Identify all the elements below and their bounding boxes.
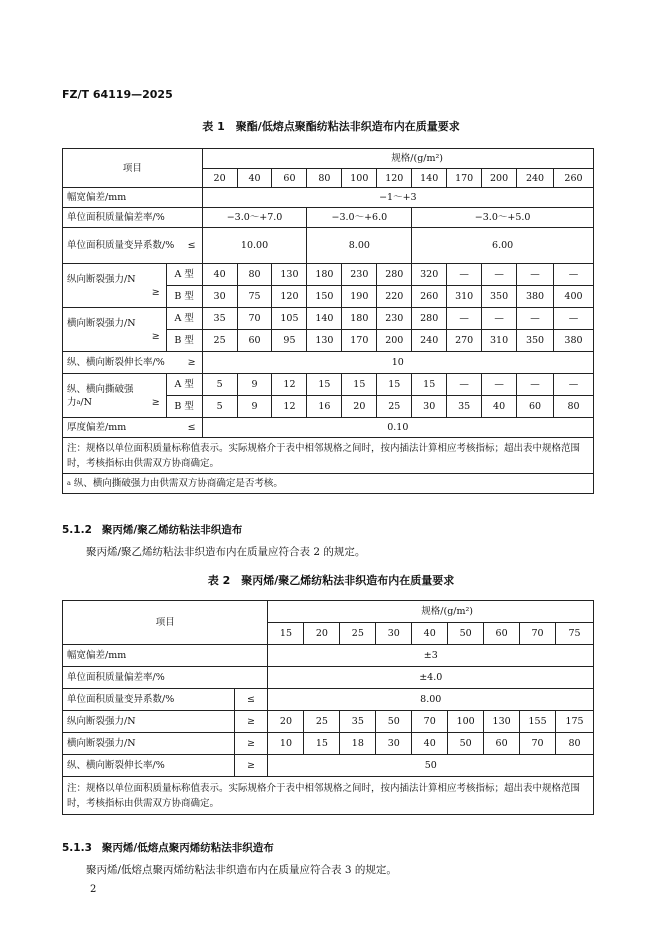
cell-value: 50 <box>376 711 412 733</box>
cell-value: 40 <box>482 396 517 418</box>
cell-value: 9 <box>237 396 272 418</box>
row-label: 纵向断裂强力/N <box>63 711 235 733</box>
cell-value: −3.0～+5.0 <box>412 208 594 228</box>
label-part: 力 <box>67 396 77 408</box>
row-label: 幅宽偏差/mm <box>63 645 268 667</box>
cell-value: 20 <box>342 396 377 418</box>
section-title: 聚丙烯/低熔点聚丙烯纺粘法非织造布 <box>101 842 274 854</box>
cell-value: 10 <box>268 733 304 755</box>
cell-value: 170 <box>447 169 482 188</box>
cell-value: 130 <box>272 264 307 286</box>
cell-value: 0.10 <box>202 418 593 438</box>
cell-value: — <box>482 308 517 330</box>
cell-value: 190 <box>342 286 377 308</box>
cell-value: 18 <box>340 733 376 755</box>
cell-value: −1～+3 <box>202 188 593 208</box>
type-label: B 型 <box>166 286 202 308</box>
symbol: ≥ <box>234 733 268 755</box>
cell-value: 310 <box>482 330 517 352</box>
section-title: 聚丙烯/聚乙烯纺粘法非织造布 <box>101 524 243 536</box>
cell-value: 12 <box>272 374 307 396</box>
cell-value: 20 <box>304 623 340 645</box>
cell-value: 9 <box>237 374 272 396</box>
cell-value: −3.0～+6.0 <box>307 208 412 228</box>
row-label <box>63 308 167 352</box>
cell-value: — <box>447 264 482 286</box>
cell-value: 75 <box>237 286 272 308</box>
cell-value: 40 <box>202 264 237 286</box>
cell-value: — <box>553 264 593 286</box>
symbol: ≥ <box>151 286 160 298</box>
cell-value: 200 <box>482 169 517 188</box>
cell-value: 60 <box>484 623 520 645</box>
cell-value: 40 <box>412 733 448 755</box>
row-label-text <box>67 383 166 396</box>
symbol: ≥ <box>234 711 268 733</box>
cell-value: 30 <box>376 733 412 755</box>
cell-value: 80 <box>237 264 272 286</box>
row-label: 幅宽偏差/mm <box>63 188 203 208</box>
symbol: ≥ <box>151 396 160 408</box>
footnote-mark: a <box>67 479 71 487</box>
cell-value: 60 <box>484 733 520 755</box>
row-label-text: 纵向断裂强力/N <box>67 273 136 285</box>
type-label: A 型 <box>166 264 202 286</box>
cell-value: — <box>517 374 554 396</box>
cell-value: 60 <box>517 396 554 418</box>
cell-value: 130 <box>307 330 342 352</box>
item-header: 项目 <box>63 601 268 645</box>
cell-value: 35 <box>340 711 376 733</box>
cell-value: 260 <box>412 286 447 308</box>
row-label-text: 单位面积质量变异系数/% <box>67 240 175 251</box>
cell-value: 100 <box>342 169 377 188</box>
cell-value: — <box>553 308 593 330</box>
cell-value: ±3 <box>268 645 594 667</box>
row-label <box>63 264 167 308</box>
row-label: 纵、横向断裂伸长率/% <box>63 755 235 777</box>
cell-value: 8.00 <box>307 228 412 264</box>
cell-value: 6.00 <box>412 228 594 264</box>
cell-value: 380 <box>517 286 554 308</box>
cell-value: 70 <box>520 733 556 755</box>
cell-value: 120 <box>272 286 307 308</box>
cell-value: 15 <box>304 733 340 755</box>
cell-value: 105 <box>272 308 307 330</box>
section-heading <box>62 522 242 537</box>
cell-value: 240 <box>517 169 554 188</box>
cell-value: 16 <box>307 396 342 418</box>
item-header: 项目 <box>63 149 203 188</box>
cell-value: 180 <box>307 264 342 286</box>
cell-value: 140 <box>412 169 447 188</box>
cell-value: 350 <box>482 286 517 308</box>
cell-value: 400 <box>553 286 593 308</box>
table-note: 注：规格以单位面积质量标称值表示。实际规格介于表中相邻规格之间时，按内插法计算相应考核指标；超出表中规格范围时，考核指标由供需双方协商确定。 <box>63 438 594 474</box>
cell-value: 8.00 <box>268 689 594 711</box>
cell-value: 50 <box>268 755 594 777</box>
cell-value: 140 <box>307 308 342 330</box>
type-label: B 型 <box>166 330 202 352</box>
cell-value: 25 <box>377 396 412 418</box>
cell-value: — <box>517 308 554 330</box>
cell-value: 10 <box>202 352 593 374</box>
spec-header: 规格/(g/m²) <box>268 601 594 623</box>
cell-value: 50 <box>448 623 484 645</box>
row-label: 横向断裂强力/N <box>63 733 235 755</box>
table-footnote <box>63 474 594 494</box>
cell-value: 380 <box>553 330 593 352</box>
cell-value: 320 <box>412 264 447 286</box>
cell-value: 150 <box>307 286 342 308</box>
cell-value: 60 <box>272 169 307 188</box>
cell-value: 230 <box>377 308 412 330</box>
symbol: ≥ <box>151 330 160 342</box>
row-label: 单位面积质量偏差率/% <box>63 208 203 228</box>
section-number: 5.1.2 <box>62 524 92 536</box>
cell-value: 80 <box>307 169 342 188</box>
cell-value: 40 <box>412 623 448 645</box>
cell-value: — <box>447 308 482 330</box>
section-heading <box>62 840 274 855</box>
row-label-text <box>67 396 166 409</box>
cell-value: 200 <box>377 330 412 352</box>
cell-value: 280 <box>412 308 447 330</box>
standard-code: FZ/T 64119—2025 <box>62 88 173 101</box>
cell-value: 30 <box>202 286 237 308</box>
cell-value: 80 <box>556 733 594 755</box>
cell-value: — <box>447 374 482 396</box>
cell-value: 15 <box>342 374 377 396</box>
cell-value: 270 <box>447 330 482 352</box>
row-label <box>63 418 203 438</box>
row-label <box>63 352 203 374</box>
cell-value: 230 <box>342 264 377 286</box>
label-part: 纵、横向撕破强 <box>67 383 134 395</box>
row-label-text: 厚度偏差/mm <box>67 422 127 433</box>
row-label: 单位面积质量变异系数/% <box>63 689 235 711</box>
cell-value: 5 <box>202 374 237 396</box>
cell-value: 15 <box>412 374 447 396</box>
cell-value: 75 <box>556 623 594 645</box>
cell-value: 15 <box>377 374 412 396</box>
cell-value: 25 <box>304 711 340 733</box>
cell-value: 35 <box>202 308 237 330</box>
cell-value: 5 <box>202 396 237 418</box>
symbol: ≥ <box>187 357 196 368</box>
cell-value: 35 <box>447 396 482 418</box>
cell-value: 95 <box>272 330 307 352</box>
cell-value: 15 <box>307 374 342 396</box>
cell-value: 130 <box>484 711 520 733</box>
cell-value: 155 <box>520 711 556 733</box>
footnote-mark: a <box>76 397 81 406</box>
cell-value: 240 <box>412 330 447 352</box>
cell-value: 25 <box>340 623 376 645</box>
cell-value: 310 <box>447 286 482 308</box>
table1-caption: 表 1 聚酯/低熔点聚酯纺粘法非织造布内在质量要求 <box>202 120 460 133</box>
type-label: A 型 <box>166 308 202 330</box>
cell-value: 40 <box>237 169 272 188</box>
row-label-text: 纵、横向断裂伸长率/% <box>67 357 165 368</box>
cell-value: ±4.0 <box>268 667 594 689</box>
cell-value: −3.0～+7.0 <box>202 208 307 228</box>
cell-value: 30 <box>376 623 412 645</box>
paragraph: 聚丙烯/聚乙烯纺粘法非织造布内在质量应符合表 2 的规定。 <box>86 546 366 558</box>
cell-value: — <box>553 374 593 396</box>
cell-value: 20 <box>268 711 304 733</box>
cell-value: 100 <box>448 711 484 733</box>
cell-value: 70 <box>237 308 272 330</box>
spec-header: 规格/(g/m²) <box>202 149 593 169</box>
table2 <box>62 600 594 815</box>
row-label <box>63 374 167 418</box>
cell-value: 30 <box>412 396 447 418</box>
cell-value: 180 <box>342 308 377 330</box>
cell-value: 60 <box>237 330 272 352</box>
cell-value: 170 <box>342 330 377 352</box>
cell-value: — <box>482 374 517 396</box>
paragraph: 聚丙烯/低熔点聚丙烯纺粘法非织造布内在质量应符合表 3 的规定。 <box>86 864 397 876</box>
cell-value: 70 <box>412 711 448 733</box>
label-part: /N <box>80 396 92 408</box>
symbol: ≤ <box>234 689 268 711</box>
table1 <box>62 148 594 494</box>
row-label: 单位面积质量偏差率/% <box>63 667 268 689</box>
footnote-text: 纵、横向撕破强力由供需双方协商确定是否考核。 <box>73 478 283 489</box>
cell-value: 220 <box>377 286 412 308</box>
symbol: ≥ <box>234 755 268 777</box>
row-label-text: 横向断裂强力/N <box>67 317 136 329</box>
table-note: 注：规格以单位面积质量标称值表示。实际规格介于表中相邻规格之间时，按内插法计算相应考核指标；超出表中规格范围时，考核指标由供需双方协商确定。 <box>63 777 594 815</box>
cell-value: 260 <box>553 169 593 188</box>
row-label <box>63 228 203 264</box>
cell-value: 280 <box>377 264 412 286</box>
cell-value: 15 <box>268 623 304 645</box>
symbol: ≤ <box>187 422 196 433</box>
cell-value: 50 <box>448 733 484 755</box>
cell-value: 10.00 <box>202 228 307 264</box>
cell-value: 350 <box>517 330 554 352</box>
type-label: A 型 <box>166 374 202 396</box>
cell-value: 120 <box>377 169 412 188</box>
symbol: ≤ <box>187 240 196 251</box>
page-number: 2 <box>90 884 97 895</box>
table2-caption: 表 2 聚丙烯/聚乙烯纺粘法非织造布内在质量要求 <box>207 574 455 587</box>
cell-value: 175 <box>556 711 594 733</box>
cell-value: — <box>482 264 517 286</box>
cell-value: — <box>517 264 554 286</box>
cell-value: 12 <box>272 396 307 418</box>
cell-value: 25 <box>202 330 237 352</box>
cell-value: 20 <box>202 169 237 188</box>
cell-value: 80 <box>553 396 593 418</box>
section-number: 5.1.3 <box>62 842 92 854</box>
type-label: B 型 <box>166 396 202 418</box>
cell-value: 70 <box>520 623 556 645</box>
